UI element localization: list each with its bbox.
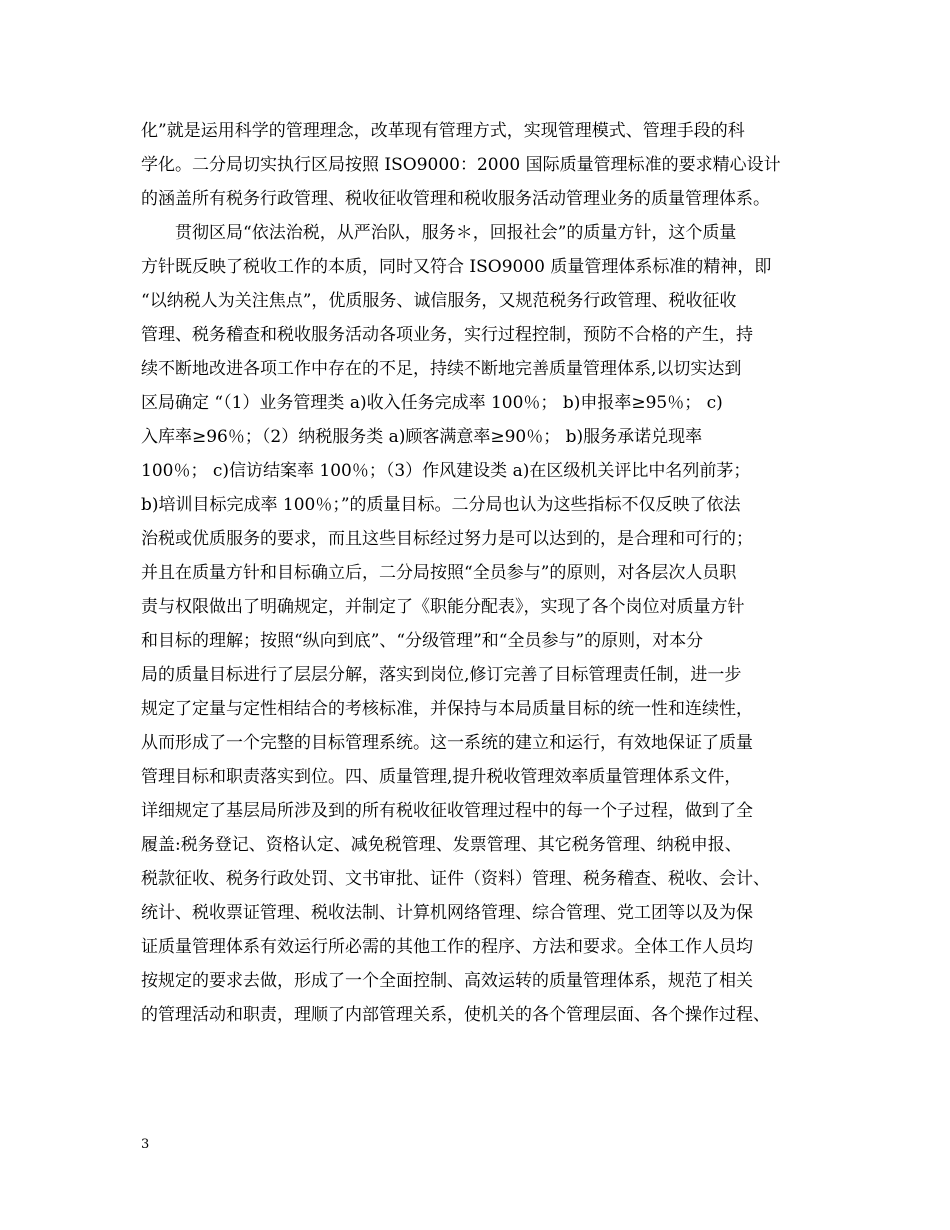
text-line: 学化。二分局切实执行区局按照 ISO9000：2000 国际质量管理标准的要求精心设计 [141, 155, 781, 175]
text-line: b)培训目标完成率 100％；”的质量目标。二分局也认为这些指标不仅反映了依法 [141, 495, 741, 515]
text-line: 规定了定量与定性相结合的考核标准，并保持与本局质量目标的统一性和连续性， [141, 699, 753, 719]
text-line: 详细规定了基层局所涉及到的所有税收征收管理过程中的每一个子过程，做到了全 [141, 801, 753, 821]
text-line: 并且在质量方针和目标确立后，二分局按照“全员参与”的原则，对各层次人员职 [141, 563, 737, 583]
text-line: 治税或优质服务的要求，而且这些目标经过努力是可以达到的，是合理和可行的； [141, 529, 753, 549]
text-line: 和目标的理解；按照“纵向到底”、“分级管理”和“全员参与”的原则，对本分 [141, 631, 704, 651]
text-line: “以纳税人为关注焦点”，优质服务、诚信服务，又规范税务行政管理、税收征收 [141, 291, 737, 311]
text-line: 入库率≥96％；（2）纳税服务类 a)顾客满意率≥90％； b)服务承诺兑现率 [141, 427, 703, 447]
page-number: 3 [141, 1137, 150, 1152]
text-line: 100％； c)信访结案率 100％；（3）作风建设类 a)在区级机关评比中名列前茅； [141, 461, 751, 481]
text-line: 贯彻区局“依法治税，从严治队，服务＊，回报社会”的质量方针，这个质量 [141, 223, 737, 243]
text-line: 责与权限做出了明确规定，并制定了《职能分配表》，实现了各个岗位对质量方针 [141, 597, 745, 617]
text-line: 履盖:税务登记、资格认定、减免税管理、发票管理、其它税务管理、纳税申报、 [141, 835, 742, 855]
body-text [141, 114, 831, 1032]
text-line: 税款征收、税务行政处罚、文书审批、证件（资料）管理、税务稽查、税收、会计、 [141, 869, 770, 889]
text-line: 管理目标和职责落实到位。四、质量管理,提升税收管理效率质量管理体系文件， [141, 767, 742, 787]
text-line: 证质量管理体系有效运行所必需的其他工作的程序、方法和要求。全体工作人员均 [141, 937, 753, 957]
text-line: 局的质量目标进行了层层分解，落实到岗位,修订完善了目标管理责任制，进一步 [141, 665, 742, 685]
text-line: 从而形成了一个完整的目标管理系统。这一系统的建立和运行，有效地保证了质量 [141, 733, 753, 753]
text-line: 续不断地改进各项工作中存在的不足，持续不断地完善质量管理体系,以切实达到 [141, 359, 742, 379]
text-line: 的管理活动和职责，理顺了内部管理关系，使机关的各个管理层面、各个操作过程、 [141, 1005, 770, 1025]
text-line: 方针既反映了税收工作的本质，同时又符合 ISO9000 质量管理体系标准的精神，即 [141, 257, 772, 277]
text-line: 管理、税务稽查和税收服务活动各项业务，实行过程控制，预防不合格的产生，持 [141, 325, 753, 345]
text-line: 区局确定 “（1）业务管理类 a)收入任务完成率 100％； b)申报率≥95％； c) [141, 393, 723, 413]
text-line: 统计、税收票证管理、税收法制、计算机网络管理、综合管理、党工团等以及为保 [141, 903, 753, 923]
text-line: 按规定的要求去做，形成了一个全面控制、高效运转的质量管理体系，规范了相关 [141, 971, 753, 991]
text-line: 的涵盖所有税务行政管理、税收征收管理和税收服务活动管理业务的质量管理体系。 [141, 189, 770, 209]
text-line: 化”就是运用科学的管理理念，改革现有管理方式，实现管理模式、管理手段的科 [141, 121, 745, 141]
